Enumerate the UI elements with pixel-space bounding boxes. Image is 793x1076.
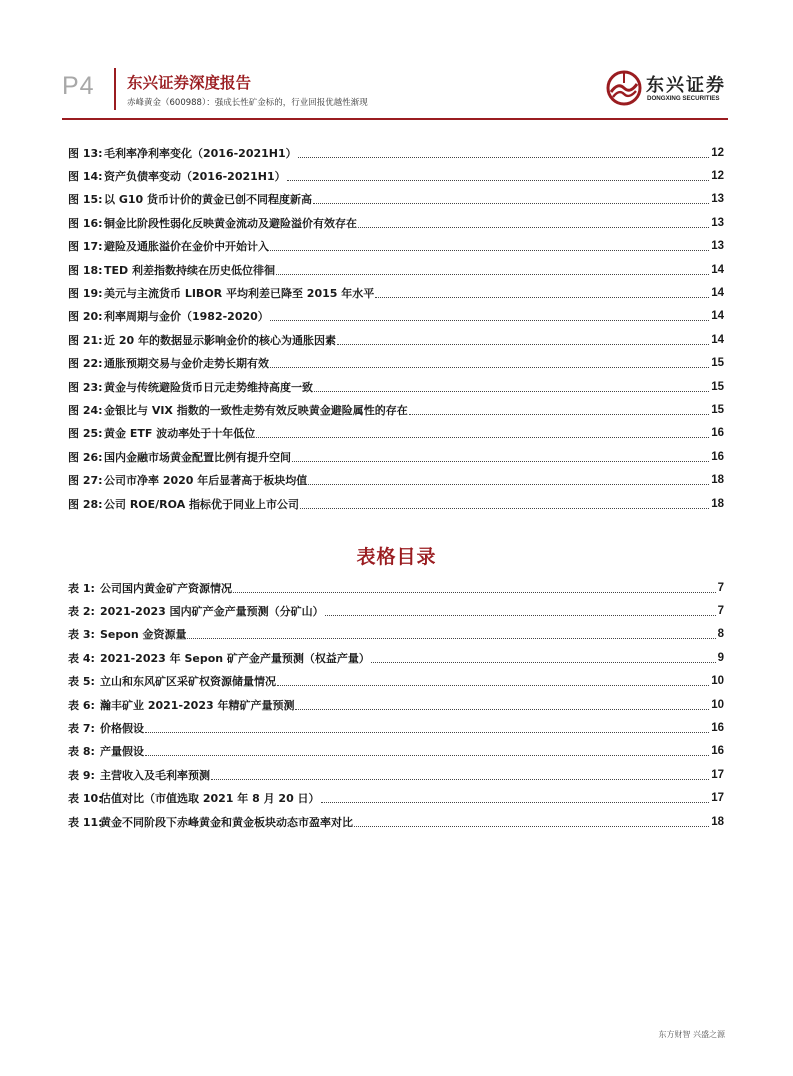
entry-page-number[interactable]: 14 bbox=[711, 263, 724, 276]
entry-title[interactable]: 瀚丰矿业 2021-2023 年精矿产量预测 bbox=[100, 698, 295, 712]
dot-leader bbox=[300, 507, 709, 509]
entry-label: 图 20: bbox=[68, 310, 103, 324]
entry-page-number[interactable]: 10 bbox=[711, 698, 724, 711]
report-subtitle: 赤峰黄金（600988）：强成长性矿金标的，行业回报优越性渐现 bbox=[127, 98, 368, 108]
entry-page-number[interactable]: 16 bbox=[711, 722, 724, 735]
dot-leader bbox=[277, 684, 709, 686]
entry-page-number[interactable]: 7 bbox=[717, 581, 724, 594]
table-entry[interactable] bbox=[68, 670, 724, 693]
entry-label: 图 26: bbox=[68, 450, 103, 464]
entry-title[interactable]: 估值对比（市值选取 2021 年 8 月 20 日） bbox=[100, 792, 320, 806]
logo-en-text: DONGXING SECURITIES bbox=[647, 95, 720, 102]
dot-leader bbox=[298, 156, 710, 158]
dot-leader bbox=[270, 249, 709, 251]
entry-label: 图 27: bbox=[68, 474, 103, 488]
entry-title[interactable]: 价格假设 bbox=[100, 722, 144, 736]
entry-page-number[interactable]: 12 bbox=[711, 146, 724, 159]
entry-title[interactable]: 通胀预期交易与金价走势长期有效 bbox=[104, 357, 269, 371]
entry-title[interactable]: 2021-2023 年 Sepon 矿产金产量预测（权益产量） bbox=[100, 651, 370, 665]
logo-mark-icon bbox=[606, 70, 642, 106]
dot-leader bbox=[308, 483, 709, 485]
table-entry[interactable] bbox=[68, 716, 724, 739]
entry-title[interactable]: Sepon 金资源量 bbox=[100, 628, 187, 642]
entry-page-number[interactable]: 18 bbox=[711, 497, 724, 510]
entry-page-number[interactable]: 16 bbox=[711, 427, 724, 440]
entry-page-number[interactable]: 17 bbox=[711, 792, 724, 805]
entry-page-number[interactable]: 12 bbox=[711, 170, 724, 183]
dot-leader bbox=[287, 179, 710, 181]
dot-leader bbox=[233, 591, 716, 593]
entry-page-number[interactable]: 15 bbox=[711, 380, 724, 393]
entry-title[interactable]: 金银比与 VIX 指数的一致性走势有效反映黄金避险属性的存在 bbox=[104, 403, 408, 417]
dot-leader bbox=[292, 460, 709, 462]
entry-label: 图 28: bbox=[68, 497, 103, 511]
entry-page-number[interactable]: 18 bbox=[711, 815, 724, 828]
entry-label: 表 10: bbox=[68, 792, 103, 806]
dot-leader bbox=[337, 343, 709, 345]
entry-title[interactable]: 主营收入及毛利率预测 bbox=[100, 768, 210, 782]
figure-entry[interactable] bbox=[68, 422, 724, 445]
entry-title[interactable]: 公司市净率 2020 年后显著高于板块均值 bbox=[104, 474, 308, 488]
entry-label: 表 2: bbox=[68, 605, 95, 619]
entry-title[interactable]: 美元与主流货币 LIBOR 平均利差已降至 2015 年水平 bbox=[104, 287, 375, 301]
dot-leader bbox=[295, 708, 709, 710]
entry-page-number[interactable]: 14 bbox=[711, 287, 724, 300]
dot-leader bbox=[325, 614, 716, 616]
table-entry[interactable] bbox=[68, 693, 724, 716]
report-title: 东兴证券深度报告 bbox=[127, 74, 252, 92]
table-entry[interactable] bbox=[68, 599, 724, 622]
entry-title[interactable]: 2021-2023 国内矿产金产量预测（分矿山） bbox=[100, 605, 324, 619]
dot-leader bbox=[256, 436, 709, 438]
figure-entry[interactable] bbox=[68, 305, 724, 328]
figure-entry[interactable] bbox=[68, 375, 724, 398]
entry-label: 图 16: bbox=[68, 216, 103, 230]
figure-entry[interactable] bbox=[68, 188, 724, 211]
table-entry[interactable] bbox=[68, 646, 724, 669]
figure-entry[interactable] bbox=[68, 235, 724, 258]
logo-cn-text: 东兴证券 bbox=[646, 75, 726, 96]
dot-leader bbox=[145, 731, 709, 733]
entry-title[interactable]: 以 G10 货币计价的黄金已创不同程度新高 bbox=[104, 193, 312, 207]
figure-entry[interactable] bbox=[68, 258, 724, 281]
entry-label: 表 7: bbox=[68, 722, 95, 736]
entry-title[interactable]: 毛利率净利率变化（2016-2021H1） bbox=[104, 146, 297, 160]
entry-page-number[interactable]: 14 bbox=[711, 310, 724, 323]
dot-leader bbox=[371, 661, 716, 663]
entry-page-number[interactable]: 15 bbox=[711, 357, 724, 370]
table-entry[interactable] bbox=[68, 810, 724, 833]
header-rule bbox=[62, 118, 728, 120]
figure-entry[interactable] bbox=[68, 492, 724, 515]
entry-label: 表 4: bbox=[68, 651, 95, 665]
dot-leader bbox=[211, 778, 709, 780]
entry-title[interactable]: 产量假设 bbox=[100, 745, 144, 759]
entry-page-number[interactable]: 17 bbox=[711, 768, 724, 781]
page-number: P4 bbox=[62, 72, 95, 100]
entry-title[interactable]: 资产负债率变动（2016-2021H1） bbox=[104, 170, 286, 184]
figure-entry[interactable] bbox=[68, 281, 724, 304]
entry-label: 表 6: bbox=[68, 698, 95, 712]
entry-label: 表 3: bbox=[68, 628, 95, 642]
entry-page-number[interactable]: 15 bbox=[711, 403, 724, 416]
entry-title[interactable]: 利率周期与金价（1982-2020） bbox=[104, 310, 269, 324]
header-divider bbox=[114, 68, 116, 110]
figure-entry[interactable] bbox=[68, 164, 724, 187]
entry-title[interactable]: 避险及通胀溢价在金价中开始计入 bbox=[104, 240, 269, 254]
entry-page-number[interactable]: 18 bbox=[711, 474, 724, 487]
footer-slogan: 东方财智 兴盛之源 bbox=[658, 1030, 725, 1039]
table-list bbox=[68, 576, 724, 833]
entry-page-number[interactable]: 9 bbox=[717, 651, 724, 664]
dot-leader bbox=[145, 754, 709, 756]
dot-leader bbox=[313, 202, 709, 204]
dot-leader bbox=[354, 825, 709, 827]
entry-page-number[interactable]: 8 bbox=[717, 628, 724, 641]
entry-title[interactable]: 黄金 ETF 波动率处于十年低位 bbox=[104, 427, 256, 441]
entry-title[interactable]: TED 利差指数持续在历史低位徘徊 bbox=[104, 263, 275, 277]
entry-page-number[interactable]: 16 bbox=[711, 450, 724, 463]
entry-title[interactable]: 黄金不同阶段下赤峰黄金和黄金板块动态市盈率对比 bbox=[100, 815, 353, 829]
figure-entry[interactable] bbox=[68, 328, 724, 351]
entry-page-number[interactable]: 13 bbox=[711, 193, 724, 206]
dot-leader bbox=[187, 637, 715, 639]
entry-title[interactable]: 黄金与传统避险货币日元走势维持高度一致 bbox=[104, 380, 313, 394]
entry-label: 图 25: bbox=[68, 427, 103, 441]
tables-heading: 表格目录 bbox=[356, 546, 437, 568]
dot-leader bbox=[321, 801, 710, 803]
table-entry[interactable] bbox=[68, 740, 724, 763]
dot-leader bbox=[409, 413, 709, 415]
figure-entry[interactable] bbox=[68, 468, 724, 491]
entry-page-number[interactable]: 13 bbox=[711, 216, 724, 229]
entry-label: 表 9: bbox=[68, 768, 95, 782]
entry-title[interactable]: 铜金比阶段性弱化反映黄金流动及避险溢价有效存在 bbox=[104, 216, 357, 230]
entry-page-number[interactable]: 10 bbox=[711, 675, 724, 688]
figure-entry[interactable] bbox=[68, 211, 724, 234]
entry-label: 图 21: bbox=[68, 333, 103, 347]
dot-leader bbox=[358, 226, 709, 228]
entry-page-number[interactable]: 7 bbox=[717, 605, 724, 618]
entry-label: 图 18: bbox=[68, 263, 103, 277]
entry-title[interactable]: 公司国内黄金矿产资源情况 bbox=[100, 581, 232, 595]
entry-title[interactable]: 近 20 年的数据显示影响金价的核心为通胀因素 bbox=[104, 333, 336, 347]
entry-label: 表 5: bbox=[68, 675, 95, 689]
entry-label: 图 24: bbox=[68, 403, 103, 417]
dot-leader bbox=[270, 319, 709, 321]
table-entry[interactable] bbox=[68, 787, 724, 810]
entry-label: 图 23: bbox=[68, 380, 103, 394]
dot-leader bbox=[276, 273, 709, 275]
table-entry[interactable] bbox=[68, 576, 724, 599]
figure-entry[interactable] bbox=[68, 445, 724, 468]
entry-page-number[interactable]: 14 bbox=[711, 333, 724, 346]
entry-label: 表 1: bbox=[68, 581, 95, 595]
entry-page-number[interactable]: 16 bbox=[711, 745, 724, 758]
entry-title[interactable]: 立山和东风矿区采矿权资源储量情况 bbox=[100, 675, 276, 689]
figure-list bbox=[68, 141, 724, 515]
entry-label: 图 17: bbox=[68, 240, 103, 254]
entry-label: 表 11: bbox=[68, 815, 103, 829]
figure-entry[interactable] bbox=[68, 141, 724, 164]
entry-page-number[interactable]: 13 bbox=[711, 240, 724, 253]
table-entry[interactable] bbox=[68, 623, 724, 646]
entry-label: 图 14: bbox=[68, 170, 103, 184]
dot-leader bbox=[270, 366, 709, 368]
dot-leader bbox=[375, 296, 709, 298]
figure-entry[interactable] bbox=[68, 398, 724, 421]
figure-entry[interactable] bbox=[68, 352, 724, 375]
entry-title[interactable]: 国内金融市场黄金配置比例有提升空间 bbox=[104, 450, 291, 464]
entry-label: 图 19: bbox=[68, 287, 103, 301]
entry-label: 图 15: bbox=[68, 193, 103, 207]
entry-title[interactable]: 公司 ROE/ROA 指标优于同业上市公司 bbox=[104, 497, 300, 511]
entry-label: 表 8: bbox=[68, 745, 95, 759]
dot-leader bbox=[314, 390, 709, 392]
brand-logo bbox=[606, 70, 730, 110]
entry-label: 图 13: bbox=[68, 146, 103, 160]
entry-label: 图 22: bbox=[68, 357, 103, 371]
table-entry[interactable] bbox=[68, 763, 724, 786]
